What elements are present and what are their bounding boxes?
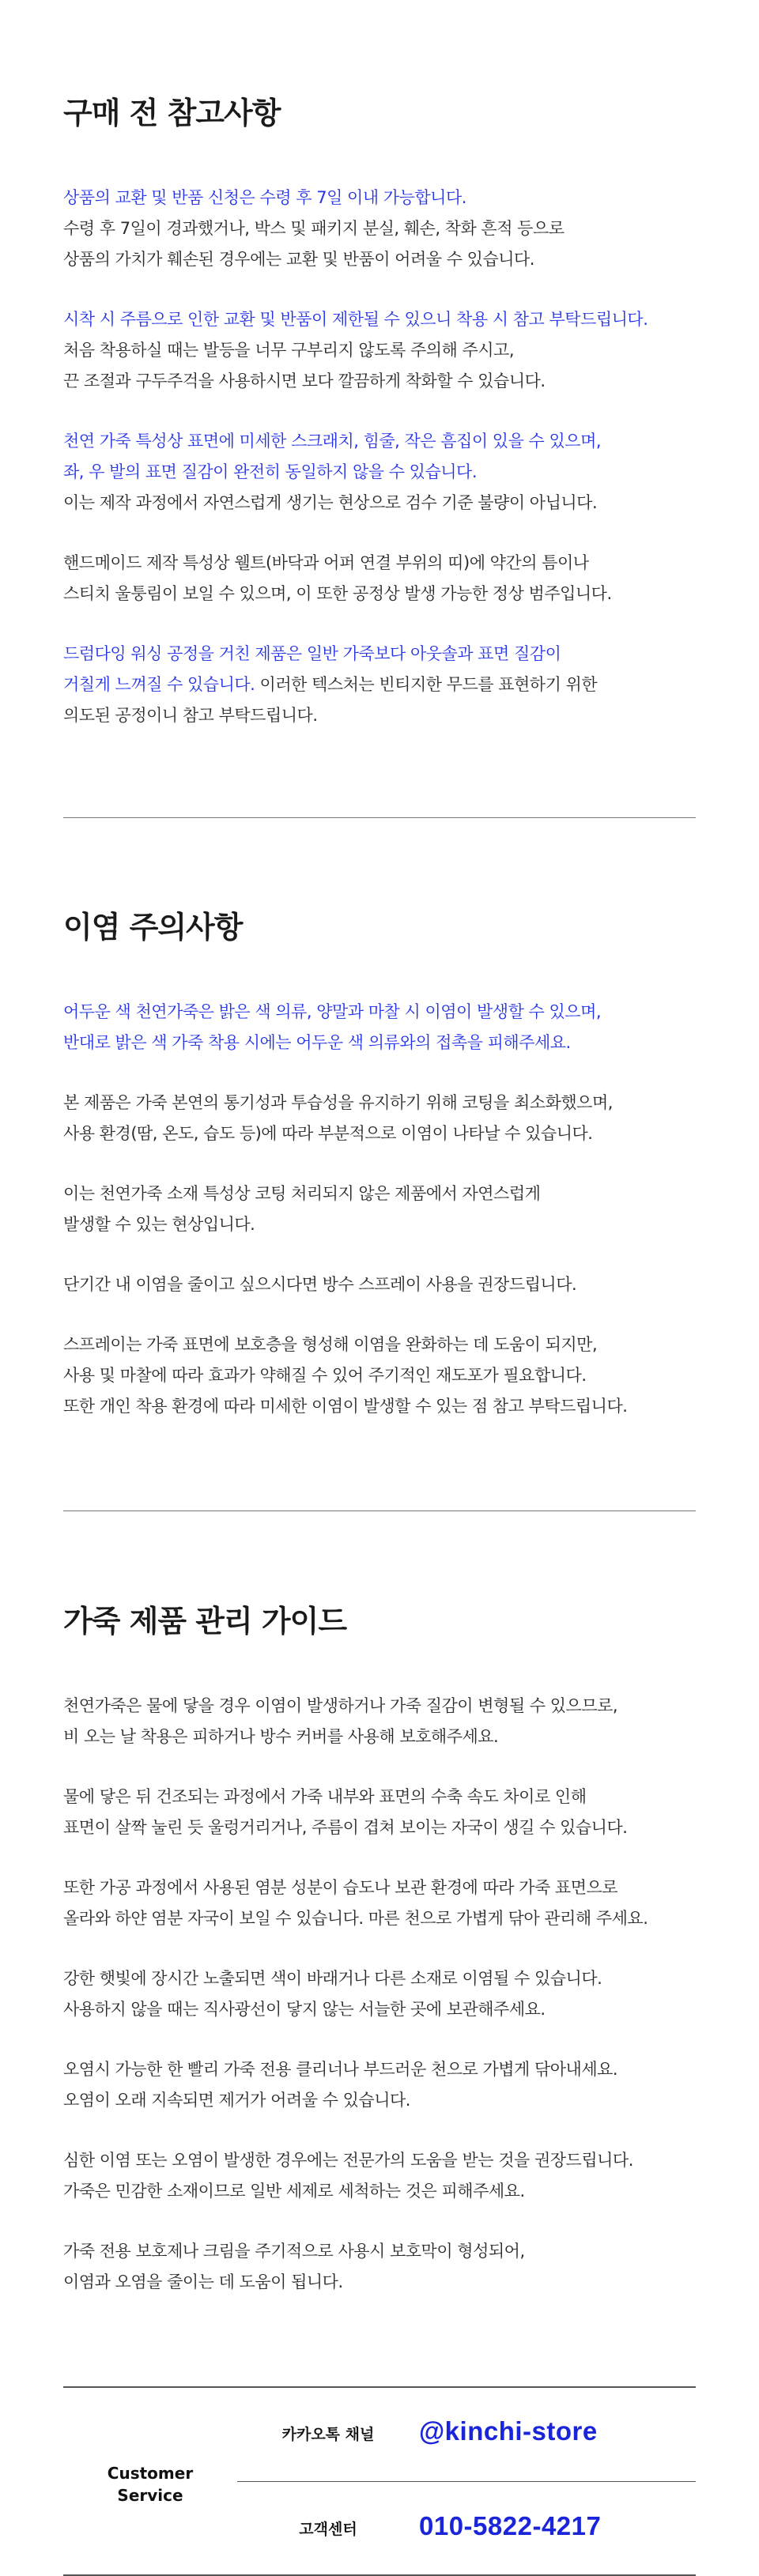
paragraph-line	[63, 1782, 696, 1812]
body-text: 사용 환경(땀, 온도, 습도 등)에 따라 부분적으로 이염이 나타날 수 있습니다.	[63, 1124, 593, 1143]
paragraph-line	[63, 2054, 696, 2085]
paragraph-line	[63, 1179, 696, 1209]
body-text: 핸드메이드 제작 특성상 웰트(바닥과 어퍼 연결 부위의 띠)에 약간의 틈이나	[63, 553, 589, 572]
purchase-notice-section	[63, 89, 696, 731]
paragraph-line	[63, 335, 696, 366]
section-title: 이염 주의사항	[63, 910, 243, 945]
notice-paragraph	[63, 1329, 696, 1422]
notice-paragraph	[63, 997, 696, 1058]
body-text: 심한 이염 또는 오염이 발생한 경우에는 전문가의 도움을 받는 것을 권장드립니다.	[63, 2151, 633, 2170]
body-text: 또한 개인 착용 환경에 따라 미세한 이염이 발생할 수 있는 점 참고 부탁드립니다.	[63, 1397, 628, 1416]
body-text: 오염이 오래 지속되면 제거가 어려울 수 있습니다.	[63, 2091, 410, 2110]
body-text: 이러한 텍스처는 빈티지한 무드를 표현하기 위한	[255, 675, 598, 694]
highlighted-text: 어두운 색 천연가죽은 밝은 색 의류, 양말과 마찰 시 이염이 발생할 수 있으며,	[63, 1002, 602, 1021]
paragraph-line	[63, 1269, 696, 1300]
notice-paragraph	[63, 1782, 696, 1843]
paragraph-line	[63, 1963, 696, 1994]
paragraph-line	[63, 426, 696, 457]
section-title: 구매 전 참고사항	[63, 96, 281, 130]
paragraph-line	[63, 2085, 696, 2116]
body-text: 수령 후 7일이 경과했거나, 박스 및 패키지 분실, 훼손, 착화 흔적 등으로	[63, 219, 565, 238]
kakao-channel-label: 카카오톡 채널	[281, 2426, 375, 2443]
notice-paragraph	[63, 1179, 696, 1240]
leather-care-guide-section	[63, 1597, 696, 2298]
body-text: 강한 햇빛에 장시간 노출되면 색이 바래거나 다른 소재로 이염될 수 있습니다.	[63, 1969, 602, 1988]
notice-paragraph	[63, 1963, 696, 2025]
body-text: 사용하지 않을 때는 직사광선이 닿지 않는 서늘한 곳에 보관해주세요.	[63, 2000, 546, 2019]
body-text: 표면이 살짝 눌린 듯 울렁거리거나, 주름이 겹쳐 보이는 자국이 생길 수 있습니다.	[63, 1818, 628, 1837]
body-text: 이는 천연가죽 소재 특성상 코팅 처리되지 않은 제품에서 자연스럽게	[63, 1184, 541, 1203]
paragraph-line	[63, 700, 696, 731]
paragraph-line	[63, 1903, 696, 1934]
paragraph-line	[63, 1209, 696, 1240]
paragraph-line	[63, 548, 696, 579]
paragraph-line	[63, 639, 696, 669]
customer-center-phone[interactable]: 010-5822-4217	[419, 2511, 602, 2540]
paragraph-line	[63, 366, 696, 397]
paragraph-line	[63, 457, 696, 488]
notice-paragraph	[63, 183, 696, 275]
notice-paragraph	[63, 1873, 696, 1934]
body-text: 상품의 가치가 훼손된 경우에는 교환 및 반품이 어려울 수 있습니다.	[63, 250, 534, 269]
body-text: 이는 제작 과정에서 자연스럽게 생기는 현상으로 검수 기준 불량이 아닙니다.	[63, 493, 598, 512]
paragraph-line	[63, 304, 696, 335]
paragraph-line	[63, 669, 696, 700]
notice-paragraph	[63, 2236, 696, 2298]
paragraph-line	[63, 579, 696, 609]
body-text: 이염과 오염을 줄이는 데 도움이 됩니다.	[63, 2272, 343, 2291]
highlighted-text: 좌, 우 발의 표면 질감이 완전히 동일하지 않을 수 있습니다.	[63, 462, 478, 481]
highlighted-text: 드럼다잉 워싱 공정을 거친 제품은 일반 가죽보다 아웃솔과 표면 질감이	[63, 644, 561, 663]
notice-paragraph	[63, 639, 696, 731]
highlighted-text: 상품의 교환 및 반품 신청은 수령 후 7일 이내 가능합니다.	[63, 188, 466, 207]
paragraph-line	[63, 1329, 696, 1360]
customer-service-table	[63, 2386, 696, 2576]
paragraph-line	[63, 183, 696, 213]
body-text: 스프레이는 가죽 표면에 보호층을 형성해 이염을 완화하는 데 도움이 되지만,	[63, 1335, 598, 1354]
paragraph-line	[63, 1691, 696, 1722]
paragraph-line	[63, 1391, 696, 1422]
paragraph-list	[63, 1691, 696, 2298]
paragraph-line	[63, 2145, 696, 2176]
body-text: 사용 및 마찰에 따라 효과가 약해질 수 있어 주기적인 재도포가 필요합니다.	[63, 1366, 587, 1385]
body-text: 천연가죽은 물에 닿을 경우 이염이 발생하거나 가죽 질감이 변형될 수 있으므로,	[63, 1696, 618, 1715]
notice-paragraph	[63, 2145, 696, 2207]
paragraph-line	[63, 1812, 696, 1843]
paragraph-line	[63, 213, 696, 244]
paragraph-line	[63, 1118, 696, 1149]
paragraph-line	[63, 1360, 696, 1391]
body-text: 처음 착용하실 때는 발등을 너무 구부리지 않도록 주의해 주시고,	[63, 341, 515, 360]
body-text: 또한 가공 과정에서 사용된 염분 성분이 습도나 보관 환경에 따라 가죽 표면으로	[63, 1878, 618, 1897]
body-text: 끈 조절과 구두주걱을 사용하시면 보다 깔끔하게 착화할 수 있습니다.	[63, 372, 546, 390]
paragraph-line	[63, 488, 696, 519]
notice-paragraph	[63, 2054, 696, 2116]
label-line: Customer	[107, 2464, 194, 2483]
label-line: Service	[117, 2486, 183, 2505]
paragraph-list	[63, 183, 696, 731]
paragraph-line	[63, 1873, 696, 1903]
body-text: 비 오는 날 착용은 피하거나 방수 커버를 사용해 보호해주세요.	[63, 1727, 499, 1746]
table-row-divider	[237, 2481, 696, 2482]
notice-paragraph	[63, 1269, 696, 1300]
paragraph-line	[63, 2176, 696, 2207]
paragraph-line	[63, 1088, 696, 1118]
table-top-border	[63, 2386, 696, 2388]
body-text: 올라와 하얀 염분 자국이 보일 수 있습니다. 마른 천으로 가볍게 닦아 관리해 주세요.	[63, 1909, 648, 1928]
paragraph-line	[63, 244, 696, 275]
customer-service-label	[63, 2462, 237, 2506]
notice-paragraph	[63, 426, 696, 519]
paragraph-line	[63, 2267, 696, 2298]
notice-paragraph	[63, 1088, 696, 1149]
body-text: 물에 닿은 뒤 건조되는 과정에서 가죽 내부와 표면의 수축 속도 차이로 인해	[63, 1787, 587, 1806]
highlighted-text: 반대로 밝은 색 가죽 착용 시에는 어두운 색 의류와의 접촉을 피해주세요.	[63, 1033, 571, 1052]
body-text: 오염시 가능한 한 빨리 가죽 전용 클리너나 부드러운 천으로 가볍게 닦아내세요.	[63, 2060, 618, 2079]
kakao-channel-link[interactable]: @kinchi-store	[419, 2416, 598, 2446]
body-text: 발생할 수 있는 현상입니다.	[63, 1215, 255, 1234]
notice-paragraph	[63, 304, 696, 397]
section-divider	[63, 817, 696, 818]
paragraph-line	[63, 2236, 696, 2267]
paragraph-line	[63, 1994, 696, 2025]
notice-paragraph	[63, 1691, 696, 1752]
body-text: 가죽 전용 보호제나 크림을 주기적으로 사용시 보호막이 형성되어,	[63, 2242, 525, 2261]
body-text: 가죽은 민감한 소재이므로 일반 세제로 세척하는 것은 피해주세요.	[63, 2182, 525, 2201]
body-text: 단기간 내 이염을 줄이고 싶으시다면 방수 스프레이 사용을 권장드립니다.	[63, 1275, 577, 1294]
body-text: 본 제품은 가죽 본연의 통기성과 투습성을 유지하기 위해 코팅을 최소화했으며,	[63, 1093, 613, 1112]
paragraph-line	[63, 1722, 696, 1752]
customer-center-label: 고객센터	[299, 2521, 357, 2538]
paragraph-line	[63, 1028, 696, 1058]
notice-paragraph	[63, 548, 696, 609]
highlighted-text: 천연 가죽 특성상 표면에 미세한 스크래치, 힘줄, 작은 흠집이 있을 수 있으며,	[63, 432, 602, 451]
paragraph-list	[63, 997, 696, 1422]
body-text: 스티치 울퉁림이 보일 수 있으며, 이 또한 공정상 발생 가능한 정상 범주입니다.	[63, 584, 612, 603]
color-transfer-notice-section	[63, 903, 696, 1422]
body-text: 의도된 공정이니 참고 부탁드립니다.	[63, 706, 318, 725]
paragraph-line	[63, 997, 696, 1028]
highlighted-text: 거칠게 느껴질 수 있습니다.	[63, 675, 255, 694]
section-title: 가죽 제품 관리 가이드	[63, 1604, 347, 1639]
highlighted-text: 시착 시 주름으로 인한 교환 및 반품이 제한될 수 있으니 착용 시 참고 부탁드립니다.	[63, 310, 648, 329]
